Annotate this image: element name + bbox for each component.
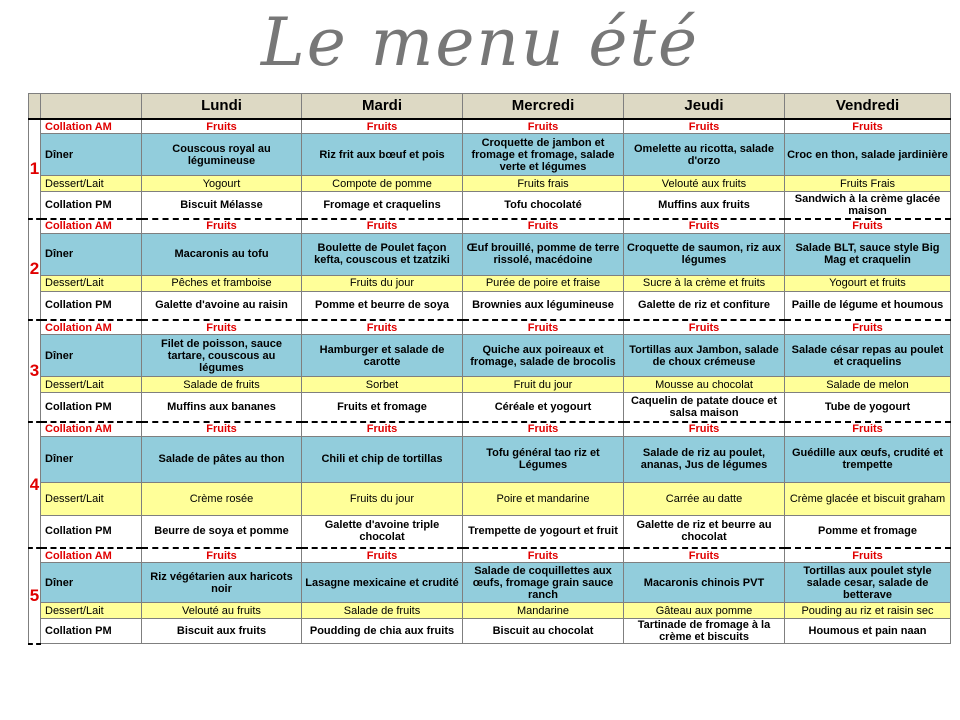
row-collation-am	[29, 422, 951, 437]
menu-cell: Pouding au riz et raisin sec	[785, 603, 951, 619]
menu-cell: Salade de melon	[785, 377, 951, 393]
row-collation-pm	[29, 291, 951, 320]
row-label: Dessert/Lait	[41, 377, 142, 393]
menu-cell: Filet de poisson, sauce tartare, couscous au légumes	[142, 335, 302, 377]
menu-cell: Pêches et framboise	[142, 275, 302, 291]
menu-cell: Quiche aux poireaux et fromage, salade de brocolis	[463, 335, 624, 377]
row-label: Dessert/Lait	[41, 603, 142, 619]
row-dessert	[29, 603, 951, 619]
menu-cell: Tartinade de fromage à la crème et biscuits	[624, 619, 785, 644]
menu-cell: Poire et mandarine	[463, 482, 624, 515]
row-label: Dîner	[41, 335, 142, 377]
menu-cell: Fruits	[463, 119, 624, 134]
menu-cell: Guédille aux œufs, crudité et trempette	[785, 436, 951, 482]
menu-cell: Sucre à la crème et fruits	[624, 275, 785, 291]
week-number: 2	[29, 219, 41, 321]
menu-cell: Fruits du jour	[302, 482, 463, 515]
menu-cell: Fruits	[142, 219, 302, 234]
menu-cell: Sorbet	[302, 377, 463, 393]
menu-cell: Lasagne mexicaine et crudité	[302, 563, 463, 603]
menu-cell: Caquelin de patate douce et salsa maison	[624, 393, 785, 422]
menu-cell: Fruits	[785, 119, 951, 134]
corner-cell	[41, 94, 142, 120]
menu-cell: Carrée au datte	[624, 482, 785, 515]
menu-cell: Biscuit au chocolat	[463, 619, 624, 644]
menu-cell: Fruits	[785, 219, 951, 234]
row-label: Dîner	[41, 436, 142, 482]
row-diner	[29, 134, 951, 176]
row-label: Collation AM	[41, 219, 142, 234]
menu-cell: Gâteau aux pomme	[624, 603, 785, 619]
menu-cell: Muffins aux fruits	[624, 192, 785, 219]
menu-cell: Fruits	[624, 422, 785, 437]
menu-cell: Fruits	[624, 548, 785, 563]
menu-cell: Fruits	[624, 119, 785, 134]
menu-cell: Muffins aux bananes	[142, 393, 302, 422]
menu-cell: Houmous et pain naan	[785, 619, 951, 644]
menu-cell: Poudding de chia aux fruits	[302, 619, 463, 644]
row-collation-pm	[29, 515, 951, 548]
day-header: Lundi	[142, 94, 302, 120]
menu-cell: Galette d'avoine triple chocolat	[302, 515, 463, 548]
menu-cell: Velouté au fruits	[142, 603, 302, 619]
menu-cell: Tube de yogourt	[785, 393, 951, 422]
menu-cell: Fruits	[302, 119, 463, 134]
menu-cell: Œuf brouillé, pomme de terre rissolé, macédoine	[463, 233, 624, 275]
day-header: Mardi	[302, 94, 463, 120]
row-label: Collation PM	[41, 393, 142, 422]
menu-cell: Galette de riz et beurre au chocolat	[624, 515, 785, 548]
row-label: Collation PM	[41, 192, 142, 219]
menu-cell: Tofu chocolaté	[463, 192, 624, 219]
menu-cell: Fruits du jour	[302, 275, 463, 291]
menu-cell: Velouté aux fruits	[624, 176, 785, 192]
menu-cell: Fruits et fromage	[302, 393, 463, 422]
menu-cell: Brownies aux légumineuse	[463, 291, 624, 320]
row-collation-am	[29, 320, 951, 335]
menu-cell: Fruits	[302, 548, 463, 563]
row-label: Collation PM	[41, 619, 142, 644]
menu-cell: Tortillas aux Jambon, salade de choux crémeuse	[624, 335, 785, 377]
menu-cell: Fromage et craquelins	[302, 192, 463, 219]
row-collation-am	[29, 219, 951, 234]
row-label: Dessert/Lait	[41, 275, 142, 291]
day-header: Mercredi	[463, 94, 624, 120]
menu-body	[29, 119, 951, 644]
row-label: Collation AM	[41, 320, 142, 335]
menu-cell: Pomme et fromage	[785, 515, 951, 548]
menu-cell: Salade de riz au poulet, ananas, Jus de légumes	[624, 436, 785, 482]
row-dessert	[29, 377, 951, 393]
row-collation-am	[29, 548, 951, 563]
menu-cell: Fruits Frais	[785, 176, 951, 192]
row-label: Collation AM	[41, 548, 142, 563]
menu-cell: Croquette de saumon, riz aux légumes	[624, 233, 785, 275]
menu-cell: Galette d'avoine au raisin	[142, 291, 302, 320]
menu-cell: Pomme et beurre de soya	[302, 291, 463, 320]
menu-cell: Galette de riz et confiture	[624, 291, 785, 320]
menu-cell: Fruits	[785, 320, 951, 335]
menu-cell: Fruits	[624, 320, 785, 335]
row-dessert	[29, 275, 951, 291]
menu-cell: Tortillas aux poulet style salade cesar, salade de betterave	[785, 563, 951, 603]
menu-cell: Céréale et yogourt	[463, 393, 624, 422]
menu-cell: Fruits	[302, 422, 463, 437]
menu-cell: Croquette de jambon et fromage et fromage, salade verte et légumes	[463, 134, 624, 176]
menu-cell: Riz végétarien aux haricots noir	[142, 563, 302, 603]
row-label: Collation AM	[41, 119, 142, 134]
menu-cell: Fruits	[624, 219, 785, 234]
menu-cell: Boulette de Poulet façon kefta, couscous et tzatziki	[302, 233, 463, 275]
row-label: Dessert/Lait	[41, 176, 142, 192]
menu-cell: Sandwich à la crème glacée maison	[785, 192, 951, 219]
menu-cell: Salade césar repas au poulet et craquelins	[785, 335, 951, 377]
page-title: Le menu été	[260, 4, 700, 81]
menu-cell: Fruits	[463, 422, 624, 437]
row-diner	[29, 563, 951, 603]
menu-cell: Trempette de yogourt et fruit	[463, 515, 624, 548]
menu-cell: Fruits	[463, 219, 624, 234]
header-row	[29, 94, 951, 120]
menu-cell: Yogourt et fruits	[785, 275, 951, 291]
menu-cell: Fruits	[463, 320, 624, 335]
menu-cell: Fruits	[463, 548, 624, 563]
row-collation-pm	[29, 393, 951, 422]
menu-cell: Salade BLT, sauce style Big Mag et craquelin	[785, 233, 951, 275]
menu-cell: Macaronis au tofu	[142, 233, 302, 275]
day-header: Jeudi	[624, 94, 785, 120]
week-number: 5	[29, 548, 41, 644]
menu-cell: Fruits	[142, 119, 302, 134]
menu-cell: Fruits	[785, 548, 951, 563]
menu-cell: Chili et chip de tortillas	[302, 436, 463, 482]
week-number: 4	[29, 422, 41, 549]
menu-cell: Crème glacée et biscuit graham	[785, 482, 951, 515]
row-diner	[29, 436, 951, 482]
menu-cell: Tofu général tao riz et Légumes	[463, 436, 624, 482]
menu-cell: Riz frit aux bœuf et pois	[302, 134, 463, 176]
menu-cell: Fruits	[785, 422, 951, 437]
menu-cell: Couscous royal au légumineuse	[142, 134, 302, 176]
menu-cell: Salade de coquillettes aux œufs, fromage grain sauce ranch	[463, 563, 624, 603]
menu-cell: Hamburger et salade de carotte	[302, 335, 463, 377]
menu-cell: Compote de pomme	[302, 176, 463, 192]
row-collation-pm	[29, 192, 951, 219]
row-collation-pm	[29, 619, 951, 644]
week-number: 3	[29, 320, 41, 422]
corner-cell	[29, 94, 41, 120]
row-dessert	[29, 482, 951, 515]
menu-cell: Fruits	[142, 422, 302, 437]
menu-cell: Fruits	[142, 320, 302, 335]
menu-table	[28, 93, 951, 645]
menu-cell: Mandarine	[463, 603, 624, 619]
menu-cell: Biscuit Mélasse	[142, 192, 302, 219]
menu-cell: Salade de fruits	[302, 603, 463, 619]
menu-cell: Fruit du jour	[463, 377, 624, 393]
menu-cell: Croc en thon, salade jardinière	[785, 134, 951, 176]
menu-cell: Beurre de soya et pomme	[142, 515, 302, 548]
menu-cell: Yogourt	[142, 176, 302, 192]
menu-cell: Macaronis chinois PVT	[624, 563, 785, 603]
row-collation-am	[29, 119, 951, 134]
menu-cell: Salade de pâtes au thon	[142, 436, 302, 482]
row-label: Dîner	[41, 233, 142, 275]
week-number: 1	[29, 119, 41, 219]
menu-cell: Omelette au ricotta, salade d'orzo	[624, 134, 785, 176]
menu-cell: Fruits	[302, 320, 463, 335]
row-label: Collation PM	[41, 515, 142, 548]
row-diner	[29, 335, 951, 377]
row-label: Collation AM	[41, 422, 142, 437]
day-header: Vendredi	[785, 94, 951, 120]
row-label: Dîner	[41, 563, 142, 603]
row-label: Dîner	[41, 134, 142, 176]
menu-cell: Fruits	[302, 219, 463, 234]
menu-cell: Mousse au chocolat	[624, 377, 785, 393]
menu-cell: Crème rosée	[142, 482, 302, 515]
menu-cell: Salade de fruits	[142, 377, 302, 393]
row-dessert	[29, 176, 951, 192]
row-diner	[29, 233, 951, 275]
menu-cell: Purée de poire et fraise	[463, 275, 624, 291]
menu-cell: Biscuit aux fruits	[142, 619, 302, 644]
row-label: Dessert/Lait	[41, 482, 142, 515]
row-label: Collation PM	[41, 291, 142, 320]
menu-cell: Fruits frais	[463, 176, 624, 192]
menu-cell: Fruits	[142, 548, 302, 563]
menu-cell: Paille de légume et houmous	[785, 291, 951, 320]
